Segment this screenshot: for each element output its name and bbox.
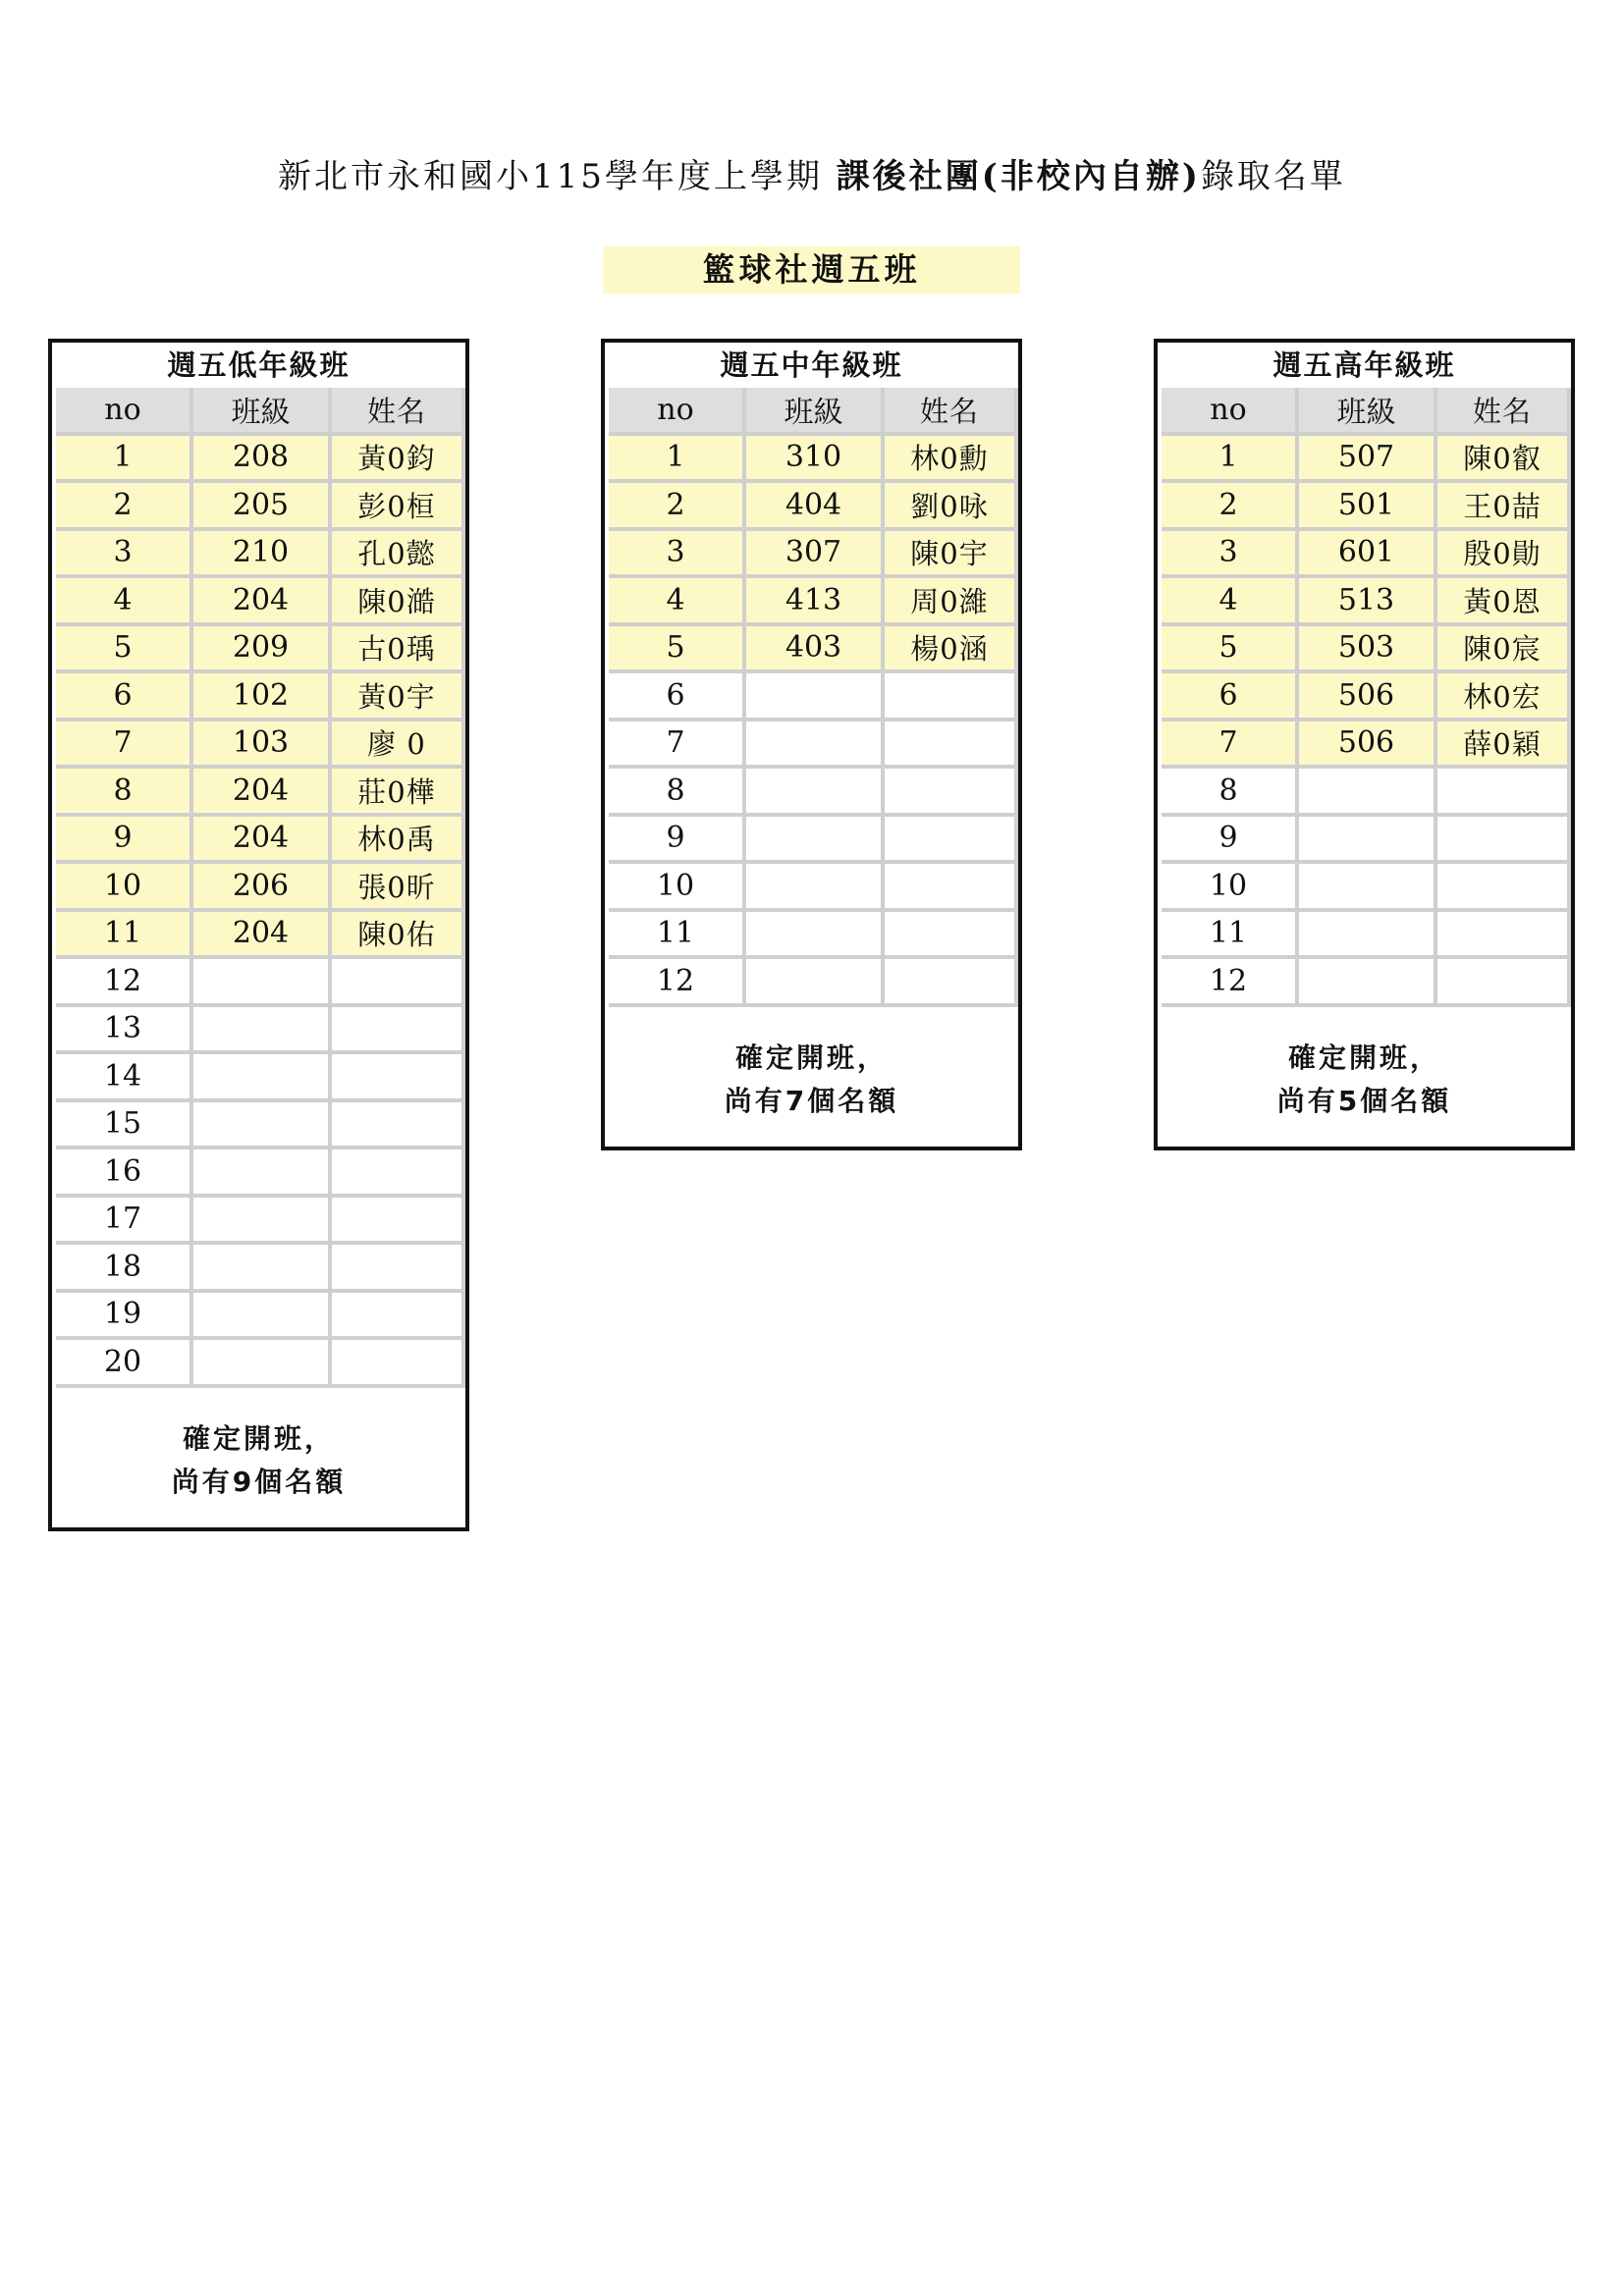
cell-name: 張0昕 <box>332 864 465 912</box>
panel-title: 週五中年級班 <box>720 348 903 382</box>
table-row <box>56 1340 465 1388</box>
cell-name: 廖 0 <box>332 721 465 770</box>
cell-no: 16 <box>56 1149 193 1198</box>
table-row <box>1162 721 1571 770</box>
cell-name <box>1437 817 1571 865</box>
cell-no: 2 <box>609 483 746 531</box>
roster-table <box>1158 388 1571 1007</box>
cell-no: 8 <box>56 769 193 817</box>
cell-class: 204 <box>193 817 332 865</box>
roster-table <box>605 388 1018 1007</box>
cell-name <box>332 1245 465 1293</box>
cell-name: 黃0宇 <box>332 673 465 721</box>
cell-name: 陳0宇 <box>885 531 1018 579</box>
cell-class <box>193 1102 332 1150</box>
cell-no: 3 <box>609 531 746 579</box>
cell-class: 208 <box>193 436 332 484</box>
cell-name: 彭0桓 <box>332 483 465 531</box>
footer-remaining: 尚有7個名額 <box>724 1084 899 1117</box>
cell-name <box>332 1054 465 1102</box>
header-no: no <box>609 388 746 436</box>
table-header-row <box>609 388 1018 436</box>
panel-middle-grade <box>601 339 1022 1150</box>
footer-status: 確定開班， <box>734 1041 888 1074</box>
panel-title: 週五高年級班 <box>1272 348 1456 382</box>
cell-name <box>885 721 1018 770</box>
cell-class: 513 <box>1299 578 1437 626</box>
cell-no: 9 <box>1162 817 1299 865</box>
table-row <box>1162 959 1571 1007</box>
cell-name <box>332 1340 465 1388</box>
table-row <box>1162 864 1571 912</box>
cell-name <box>885 817 1018 865</box>
table-row <box>609 578 1018 626</box>
table-row <box>609 769 1018 817</box>
cell-class <box>193 1245 332 1293</box>
table-row <box>56 721 465 770</box>
cell-no: 1 <box>1162 436 1299 484</box>
cell-class <box>746 817 885 865</box>
cell-no: 3 <box>1162 531 1299 579</box>
cell-class <box>746 721 885 770</box>
table-row <box>609 864 1018 912</box>
table-row <box>56 626 465 674</box>
cell-name <box>885 673 1018 721</box>
cell-name <box>332 1007 465 1055</box>
cell-class <box>746 912 885 960</box>
table-row <box>56 912 465 960</box>
table-body <box>1162 436 1571 1007</box>
table-row <box>56 1198 465 1246</box>
cell-class <box>1299 817 1437 865</box>
panel-lower-grade <box>48 339 469 1531</box>
cell-no: 5 <box>56 626 193 674</box>
cell-no: 11 <box>1162 912 1299 960</box>
cell-class <box>193 1149 332 1198</box>
cell-no: 4 <box>609 578 746 626</box>
table-row <box>56 769 465 817</box>
cell-no: 2 <box>1162 483 1299 531</box>
table-row <box>609 817 1018 865</box>
title-suffix: 錄取名單 <box>1200 157 1346 196</box>
cell-no: 14 <box>56 1054 193 1102</box>
header-class: 班級 <box>1299 388 1437 436</box>
cell-no: 1 <box>609 436 746 484</box>
table-row <box>609 912 1018 960</box>
cell-no: 17 <box>56 1198 193 1246</box>
cell-class <box>193 1007 332 1055</box>
cell-name: 黃0恩 <box>1437 578 1571 626</box>
cell-no: 5 <box>609 626 746 674</box>
cell-class: 501 <box>1299 483 1437 531</box>
cell-name: 楊0涵 <box>885 626 1018 674</box>
cell-no: 7 <box>56 721 193 770</box>
cell-no: 11 <box>56 912 193 960</box>
cell-no: 19 <box>56 1293 193 1341</box>
cell-name: 黃0鈞 <box>332 436 465 484</box>
cell-name <box>1437 912 1571 960</box>
cell-name <box>885 864 1018 912</box>
cell-class <box>746 864 885 912</box>
cell-name: 陳0澔 <box>332 578 465 626</box>
cell-name: 陳0佑 <box>332 912 465 960</box>
cell-name <box>332 1293 465 1341</box>
cell-no: 11 <box>609 912 746 960</box>
cell-class: 204 <box>193 578 332 626</box>
footer-remaining: 尚有5個名額 <box>1276 1084 1452 1117</box>
cell-class <box>1299 864 1437 912</box>
table-row <box>609 959 1018 1007</box>
table-row <box>1162 531 1571 579</box>
table-row <box>609 673 1018 721</box>
cell-class <box>193 959 332 1007</box>
title-strong: 課後社團(非校內自辦) <box>836 157 1201 196</box>
panel-footer <box>1158 1007 1571 1147</box>
cell-no: 20 <box>56 1340 193 1388</box>
cell-class: 506 <box>1299 673 1437 721</box>
cell-no: 4 <box>1162 578 1299 626</box>
cell-name: 劉0咏 <box>885 483 1018 531</box>
table-row <box>609 721 1018 770</box>
cell-class: 403 <box>746 626 885 674</box>
cell-no: 2 <box>56 483 193 531</box>
table-row <box>56 1054 465 1102</box>
table-row <box>1162 769 1571 817</box>
cell-no: 10 <box>56 864 193 912</box>
cell-no: 6 <box>56 673 193 721</box>
table-row <box>1162 626 1571 674</box>
cell-no: 18 <box>56 1245 193 1293</box>
cell-name: 莊0樺 <box>332 769 465 817</box>
table-row <box>1162 912 1571 960</box>
table-row <box>609 483 1018 531</box>
panel-title: 週五低年級班 <box>167 348 351 382</box>
cell-no: 12 <box>609 959 746 1007</box>
cell-class: 307 <box>746 531 885 579</box>
cell-no: 9 <box>609 817 746 865</box>
cell-class: 507 <box>1299 436 1437 484</box>
cell-no: 10 <box>609 864 746 912</box>
cell-class <box>193 1293 332 1341</box>
footer-status: 確定開班， <box>182 1421 335 1455</box>
club-name-banner: 籃球社週五班 <box>603 246 1020 294</box>
cell-class <box>1299 959 1437 1007</box>
cell-class: 210 <box>193 531 332 579</box>
cell-name <box>332 1198 465 1246</box>
footer-status: 確定開班， <box>1287 1041 1440 1074</box>
table-row <box>56 673 465 721</box>
table-row <box>1162 578 1571 626</box>
cell-name: 王0喆 <box>1437 483 1571 531</box>
cell-no: 6 <box>609 673 746 721</box>
cell-name: 林0宏 <box>1437 673 1571 721</box>
cell-class: 206 <box>193 864 332 912</box>
table-row <box>56 578 465 626</box>
cell-no: 7 <box>609 721 746 770</box>
table-row <box>1162 483 1571 531</box>
header-name: 姓名 <box>885 388 1018 436</box>
cell-no: 13 <box>56 1007 193 1055</box>
table-row <box>1162 673 1571 721</box>
cell-no: 8 <box>609 769 746 817</box>
document-title <box>0 149 1624 197</box>
cell-name: 陳0宸 <box>1437 626 1571 674</box>
cell-no: 1 <box>56 436 193 484</box>
cell-name: 孔0懿 <box>332 531 465 579</box>
cell-no: 12 <box>1162 959 1299 1007</box>
header-class: 班級 <box>193 388 332 436</box>
cell-name: 林0勳 <box>885 436 1018 484</box>
cell-class: 204 <box>193 769 332 817</box>
cell-name <box>332 959 465 1007</box>
cell-name <box>1437 864 1571 912</box>
cell-name <box>332 1102 465 1150</box>
table-body <box>56 436 465 1388</box>
cell-name <box>885 959 1018 1007</box>
header-name: 姓名 <box>332 388 465 436</box>
cell-class <box>1299 769 1437 817</box>
cell-no: 7 <box>1162 721 1299 770</box>
header-name: 姓名 <box>1437 388 1571 436</box>
cell-name <box>885 912 1018 960</box>
cell-name: 薛0穎 <box>1437 721 1571 770</box>
cell-name <box>332 1149 465 1198</box>
title-prefix: 新北市永和國小115學年度上學期 <box>278 157 837 196</box>
cell-class: 205 <box>193 483 332 531</box>
cell-class <box>1299 912 1437 960</box>
table-row <box>1162 436 1571 484</box>
panel-upper-grade <box>1154 339 1575 1150</box>
table-row <box>56 436 465 484</box>
table-row <box>609 626 1018 674</box>
cell-name: 林0禹 <box>332 817 465 865</box>
cell-class <box>746 769 885 817</box>
table-row <box>1162 817 1571 865</box>
table-row <box>56 1293 465 1341</box>
table-row <box>56 531 465 579</box>
table-body <box>609 436 1018 1007</box>
header-no: no <box>1162 388 1299 436</box>
table-header-row <box>56 388 465 436</box>
cell-no: 3 <box>56 531 193 579</box>
cell-no: 4 <box>56 578 193 626</box>
cell-class: 103 <box>193 721 332 770</box>
cell-class: 310 <box>746 436 885 484</box>
table-row <box>56 959 465 1007</box>
cell-no: 6 <box>1162 673 1299 721</box>
table-row <box>56 1007 465 1055</box>
table-row <box>56 864 465 912</box>
table-row <box>56 483 465 531</box>
cell-class: 102 <box>193 673 332 721</box>
cell-no: 8 <box>1162 769 1299 817</box>
cell-name <box>1437 769 1571 817</box>
cell-name <box>1437 959 1571 1007</box>
cell-name: 殷0勛 <box>1437 531 1571 579</box>
cell-class <box>193 1198 332 1246</box>
table-row <box>56 1245 465 1293</box>
table-row <box>609 436 1018 484</box>
cell-name: 陳0叡 <box>1437 436 1571 484</box>
cell-class: 506 <box>1299 721 1437 770</box>
cell-class <box>193 1054 332 1102</box>
cell-class: 204 <box>193 912 332 960</box>
cell-class: 503 <box>1299 626 1437 674</box>
cell-no: 10 <box>1162 864 1299 912</box>
cell-no: 5 <box>1162 626 1299 674</box>
table-row <box>56 817 465 865</box>
cell-class <box>746 959 885 1007</box>
footer-remaining: 尚有9個名額 <box>171 1465 347 1498</box>
cell-class: 209 <box>193 626 332 674</box>
cell-class <box>193 1340 332 1388</box>
cell-no: 12 <box>56 959 193 1007</box>
cell-class <box>746 673 885 721</box>
cell-name: 古0瑀 <box>332 626 465 674</box>
table-row <box>56 1102 465 1150</box>
panel-footer <box>52 1388 465 1527</box>
header-no: no <box>56 388 193 436</box>
cell-name <box>885 769 1018 817</box>
cell-name: 周0濰 <box>885 578 1018 626</box>
header-class: 班級 <box>746 388 885 436</box>
table-header-row <box>1162 388 1571 436</box>
table-row <box>56 1149 465 1198</box>
cell-class: 404 <box>746 483 885 531</box>
cell-class: 601 <box>1299 531 1437 579</box>
cell-class: 413 <box>746 578 885 626</box>
cell-no: 15 <box>56 1102 193 1150</box>
cell-no: 9 <box>56 817 193 865</box>
roster-table <box>52 388 465 1388</box>
panel-footer <box>605 1007 1018 1147</box>
table-row <box>609 531 1018 579</box>
